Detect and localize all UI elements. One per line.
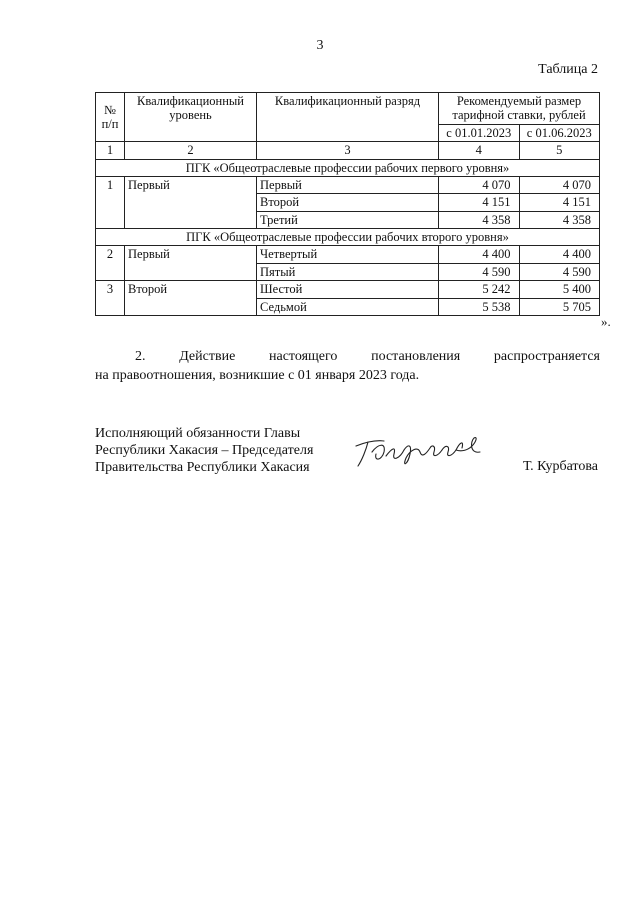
row-value-2: 4 151 — [519, 194, 600, 211]
row-value-1: 4 400 — [439, 246, 520, 263]
group-title-1: ПГК «Общеотраслевые профессии рабочих первого уровня» — [96, 159, 600, 176]
handwritten-signature — [352, 432, 487, 472]
paragraph-word: настоящего — [268, 349, 338, 364]
signer-name: Т. Курбатова — [523, 459, 598, 474]
row-value-2: 4 070 — [519, 176, 600, 193]
header-date-2: с 01.06.2023 — [519, 124, 600, 141]
paragraph-word: распространяется — [493, 349, 600, 364]
row-value-2: 4 358 — [519, 211, 600, 228]
row-grade: Третий — [257, 211, 439, 228]
header-grade: Квалификационный разряд — [257, 93, 439, 142]
signatory-line-2: Республики Хакасия – Председателя — [95, 443, 314, 458]
signatory-line-3: Правительства Республики Хакасия — [95, 460, 310, 475]
row-grade: Седьмой — [257, 298, 439, 315]
row-num: 3 — [96, 281, 125, 316]
row-grade: Первый — [257, 176, 439, 193]
row-level: Второй — [125, 281, 257, 316]
paragraph-word: Действие — [179, 349, 236, 364]
row-value-1: 5 242 — [439, 281, 520, 298]
column-number: 1 — [96, 142, 125, 159]
paragraph-word: постановления — [371, 349, 461, 364]
group-title-2: ПГК «Общеотраслевые профессии рабочих второго уровня» — [96, 229, 600, 246]
signatory-line-1: Исполняющий обязанности Главы — [95, 426, 301, 441]
group-row-1 — [96, 159, 600, 176]
paragraph-line-1 — [95, 347, 600, 366]
row-value-2: 4 400 — [519, 246, 600, 263]
row-value-1: 4 590 — [439, 263, 520, 280]
row-grade: Второй — [257, 194, 439, 211]
tariff-table — [95, 92, 600, 316]
table-row — [96, 246, 600, 263]
column-number-row — [96, 142, 600, 159]
column-number: 5 — [519, 142, 600, 159]
column-number: 4 — [439, 142, 520, 159]
page-number: 3 — [316, 38, 324, 53]
column-number: 2 — [125, 142, 257, 159]
row-value-1: 4 151 — [439, 194, 520, 211]
closing-quote: ». — [601, 314, 611, 329]
column-number: 3 — [257, 142, 439, 159]
paragraph-line-2: на правоотношения, возникшие с 01 января 2023 года. — [95, 368, 420, 383]
row-value-1: 5 538 — [439, 298, 520, 315]
group-row-2 — [96, 229, 600, 246]
row-grade: Пятый — [257, 263, 439, 280]
paragraph-word: 2. — [135, 349, 146, 364]
paragraph-2 — [95, 347, 600, 385]
signatory-title — [95, 425, 313, 476]
header-date-1: с 01.01.2023 — [439, 124, 520, 141]
header-num: № п/п — [96, 93, 125, 142]
header-row — [96, 93, 600, 125]
row-level: Первый — [125, 246, 257, 281]
row-level: Первый — [125, 176, 257, 228]
row-value-1: 4 358 — [439, 211, 520, 228]
row-num: 2 — [96, 246, 125, 281]
table-row — [96, 281, 600, 298]
row-value-1: 4 070 — [439, 176, 520, 193]
row-value-2: 4 590 — [519, 263, 600, 280]
row-grade: Четвертый — [257, 246, 439, 263]
row-value-2: 5 705 — [519, 298, 600, 315]
header-recommended: Рекомендуемый размер тарифной ставки, рублей — [439, 93, 600, 125]
header-level: Квалификационный уровень — [125, 93, 257, 142]
table-label: Таблица 2 — [538, 62, 598, 77]
row-num: 1 — [96, 176, 125, 228]
row-grade: Шестой — [257, 281, 439, 298]
row-value-2: 5 400 — [519, 281, 600, 298]
table-row — [96, 176, 600, 193]
